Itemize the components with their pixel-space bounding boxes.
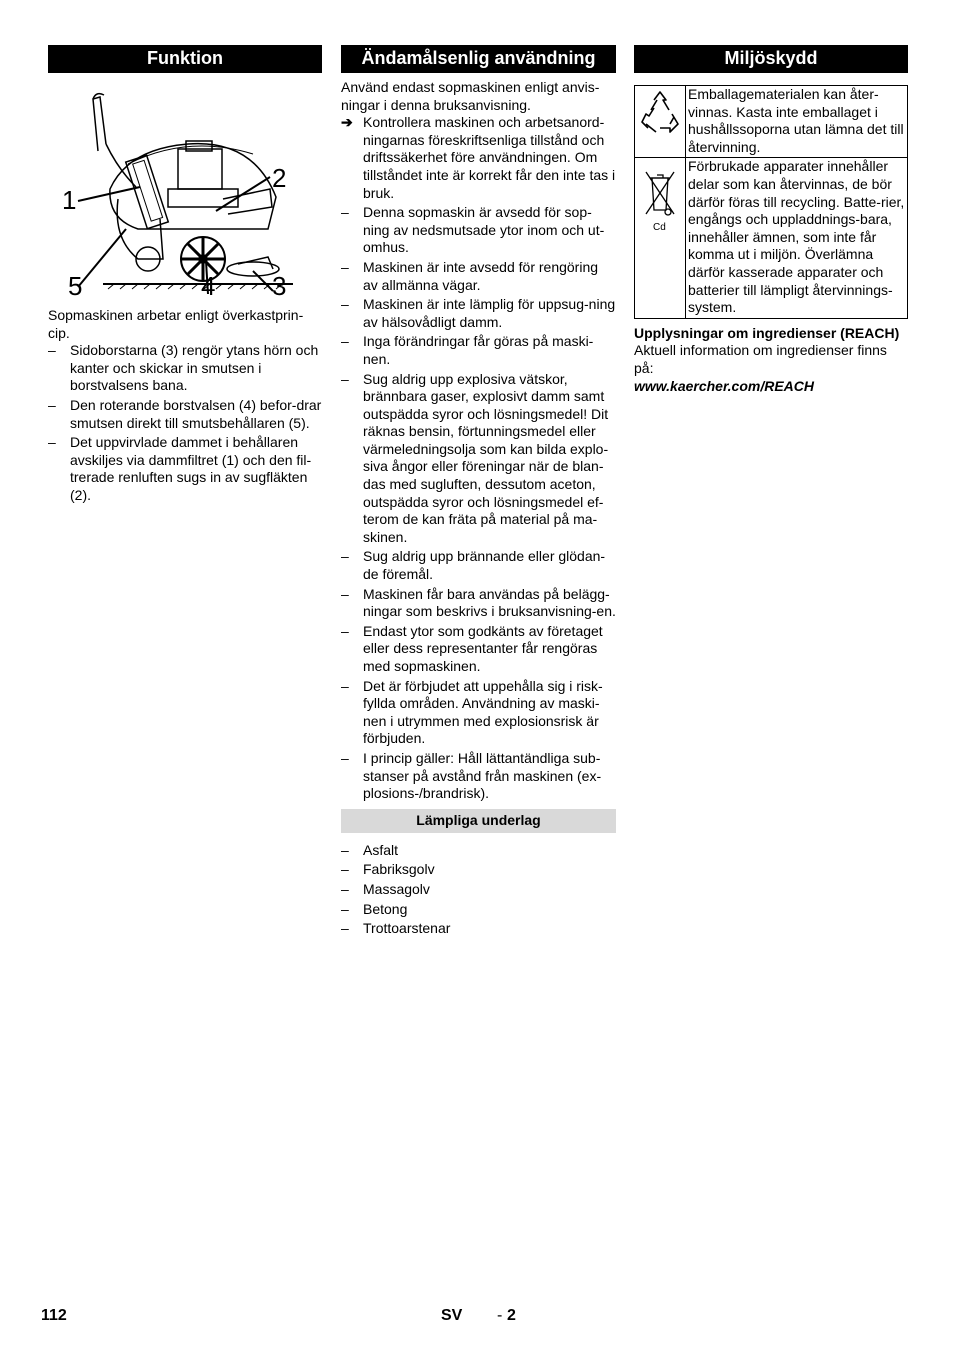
funktion-intro: Sopmaskinen arbetar enligt överkastprin-cip. (48, 307, 304, 341)
reach-title: Upplysningar om ingredienser (REACH) (634, 324, 900, 341)
andamalsenlig-intro: Använd endast sopmaskinen enligt anvis-ningar i denna bruksanvisning. (341, 79, 600, 113)
table-cell-icon (635, 86, 686, 158)
figure-label-2: 2 (272, 163, 287, 193)
section-heading-funktion: Funktion (48, 45, 322, 73)
list-item: – Inga förändringar får göras på maski-nen. (341, 333, 594, 367)
list-item: – Maskinen får bara användas på belägg-ningar som beskrivs i bruksanvisning-en. (341, 585, 616, 620)
list-item: – Fabriksgolv (341, 861, 435, 878)
cd-label: Cd (653, 222, 666, 234)
table-row (635, 158, 908, 318)
list-item: – Endast ytor som godkänts av företaget eller dess representanter får rengöras med sopmaskinen. (341, 622, 603, 674)
list-item: – Sug aldrig upp brännande eller glödan-de föremål. (341, 548, 606, 583)
reach-link[interactable]: www.kaercher.com/REACH (634, 377, 814, 394)
table-row (635, 86, 908, 158)
list-item: – Trottoarstenar (341, 920, 451, 937)
surfaces-list (341, 842, 616, 938)
list-item: – Denna sopmaskin är avsedd för sop-ning av nedsmutsade ytor inom och ut-omhus. (341, 204, 605, 256)
list-item: – Sidoborstarna (3) rengör ytans hörn och kanter och skickar in smutsen i borstvalsens bana. (48, 342, 319, 394)
reach-text: Aktuell information om ingredienser finns på: (634, 342, 887, 376)
andamalsenlig-list (341, 114, 616, 803)
figure-label-4: 4 (201, 271, 216, 299)
list-item: – Det är förbjudet att uppehålla sig i risk-fyllda områden. Användning av maski-nen i utrymmen med explosionsrisk är förbjuden. (341, 677, 603, 747)
column-funktion (48, 45, 322, 507)
list-item: – Sug aldrig upp explosiva vätskor, brännbara gaser, explosivt damm samt outspädda syror och lösningsmedel! Dit räknas bensin, förtunningsmedel eller värmeledningsolja som kan bilda explo-siva ångor eller föreningar när de blan-das med sugluften, dessutom aceton, outspädda syror och lösningsmedel ef-terom de kan fräta på material på ma-skinen. (341, 370, 609, 545)
language-code: SV (441, 1307, 463, 1324)
figure-label-1: 1 (62, 185, 77, 215)
arrow-item: ➔ Kontrollera maskinen och arbetsanord-ningarnas föreskriftsenliga tillstånd och driftssäkerhet före användningen. Om tillståndet inte är korrekt får den inte tas i bruk. (341, 114, 616, 201)
figure-label-3: 3 (272, 271, 287, 299)
sweeper-diagram (48, 89, 322, 299)
figure-label-5: 5 (68, 271, 83, 299)
list-item: – Massagolv (341, 880, 430, 897)
table-cell-text: Emballagematerialen kan åter-vinnas. Kasta inte emballaget i hushållssoporna utan lämna det till återvinning. (686, 86, 908, 158)
list-item: – Maskinen är inte lämplig för uppsug-ning av hälsovådligt damm. (341, 296, 616, 330)
list-item: – Asfalt (341, 841, 399, 858)
list-item: – Det uppvirvlade dammet i behållaren avskiljes via dammfiltret (1) och den fil-trerade renluften sugs in av sugfläkten (2). (48, 434, 312, 503)
crossed-bin-icon (636, 158, 684, 238)
environment-table (634, 85, 908, 319)
column-miljoskydd (634, 45, 908, 395)
list-item: – Betong (341, 900, 408, 917)
table-cell-icon (635, 158, 686, 318)
list-item: – I princip gäller: Håll lättantändliga sub-stanser på avstånd från maskinen (ex-plosions-/brandrisk). (341, 749, 602, 802)
subheading-lampliga-underlag: Lämpliga underlag (341, 809, 616, 833)
section-heading-miljoskydd: Miljöskydd (634, 45, 908, 73)
table-cell-text: Förbrukade apparater innehåller delar som kan återvinnas, de bör därför föras till recycling. Batte-rier, engångs och uppladdnings-bara, innehåller ämnen, som inte får komma ut i miljön. Överlämna därför kasserade apparater och batterier till lämpligt återvinnings-system. (686, 158, 908, 318)
funktion-list (48, 342, 322, 504)
list-item: – Maskinen är inte avsedd för rengöring av allmänna vägar. (341, 258, 599, 293)
arrow-icon: ➔ (341, 114, 353, 131)
recycle-icon (636, 86, 684, 150)
section-number: 2 (507, 1307, 516, 1324)
list-item: – Den roterande borstvalsen (4) befor-drar smutsen direkt till smutsbehållaren (5). (48, 396, 322, 431)
sweeper-illustration (48, 89, 322, 299)
column-andamalsenlig (341, 45, 616, 940)
footer-separator: - (497, 1307, 503, 1324)
section-heading-andamalsenlig: Ändamålsenlig användning (341, 45, 616, 73)
page-number: 112 (41, 1307, 67, 1324)
